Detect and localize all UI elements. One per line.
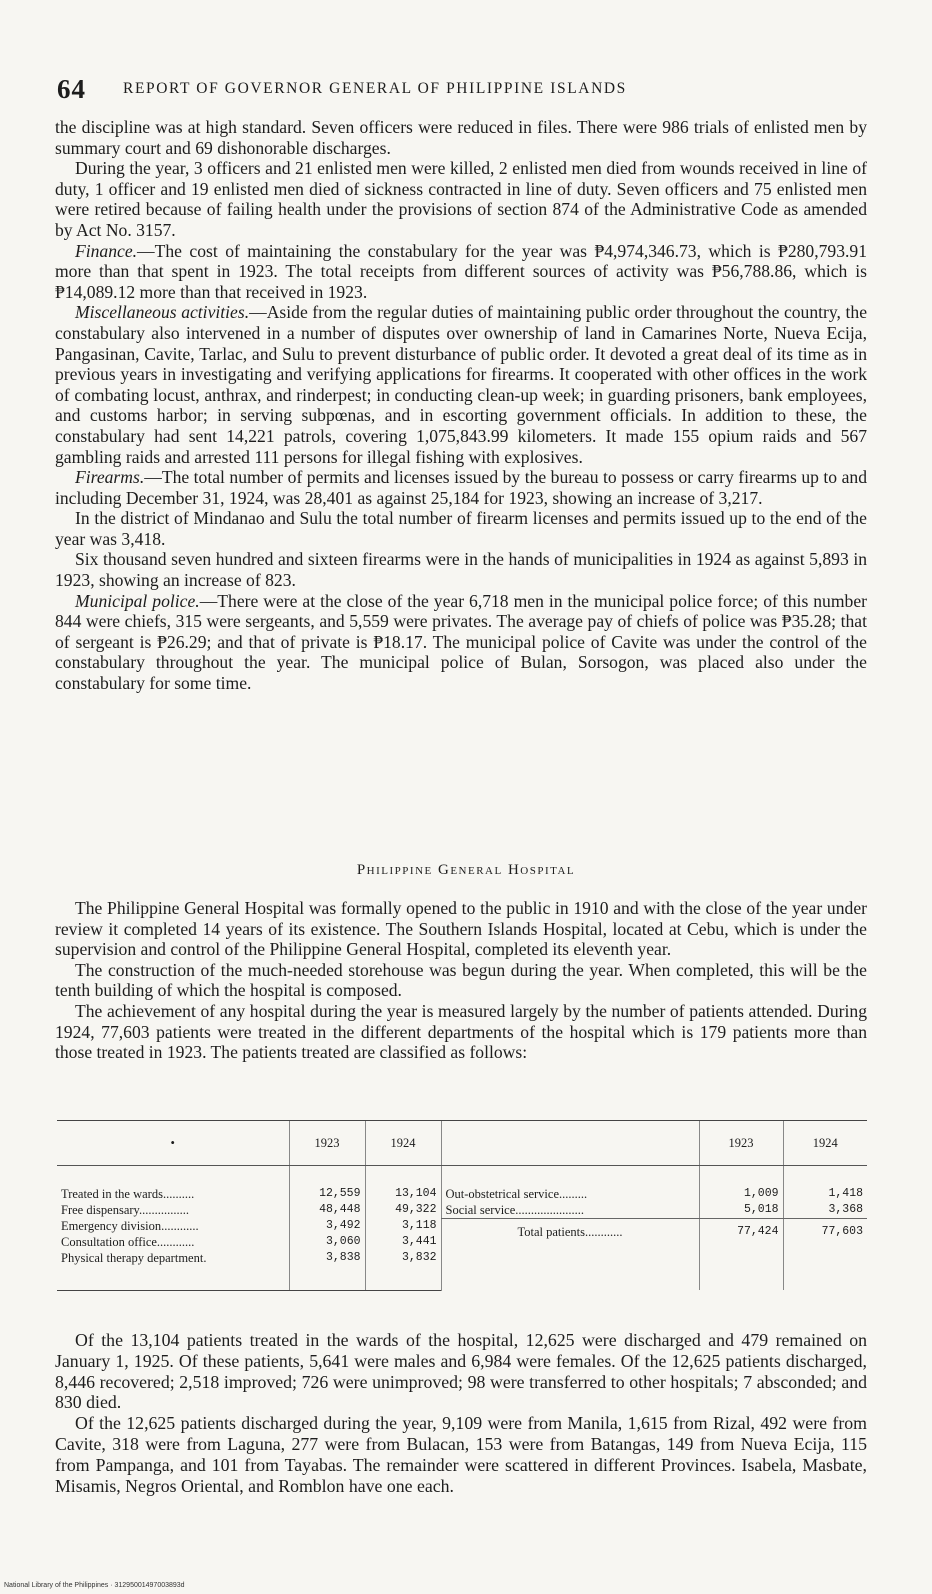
paragraph-casualties: During the year, 3 officers and 21 enlisted men were killed, 2 enlisted men died from wounds received in line of duty, 1 officer and 19 enlisted men died of sickness contracted in line of duty. Seven officers and 75 enlisted men were retired because of failing health under the provisions of section 874 of the Administrative Code as amended by Act No. 3157. <box>55 158 867 240</box>
discharge-section <box>55 1330 867 1496</box>
paragraph-firearms <box>55 467 867 508</box>
paragraph-misc <box>55 302 867 467</box>
misc-text: —Aside from the regular duties of maintaining public order throughout the country, the constabulary also intervened in a number of disputes over ownership of land in Camarines Norte, Nueva Ecija, Pangasinan, Cavite, Tarlac, and Sulu to prevent disturbance of public order. It devoted a great deal of its time as in previous years in investigating and verifying applications for firearms. It cooperated with other offices in the work of combating locust, anthrax, and rinderpest; in conducting clean-up week; in guarding prisoners, bank employees, and customs harbor; in serving subpœnas, and in escorting government officials. In addition to these, the constabulary had sent 14,221 patrols, covering 1,075,843.99 kilometers. It made 155 opium raids and 567 gambling raids and arrested 111 persons for illegal fishing with explosives. <box>55 302 868 467</box>
page-number: 64 <box>57 74 86 104</box>
constabulary-section <box>55 117 867 694</box>
paragraph-discipline: the discipline was at high standard. Seven officers were reduced in files. There were 986 trials of enlisted men by summary court and 69 dishonorable discharges. <box>55 117 867 158</box>
paragraph-hospital-opened: The Philippine General Hospital was formally opened to the public in 1910 and with the close of the year under review it completed 14 years of its existence. The Southern Islands Hospital, located at Cebu, which is under the supervision and control of the Philippine General Hospital, completed its eleventh year. <box>55 898 867 960</box>
paragraph-storehouse: The construction of the much-needed storehouse was begun during the year. When completed, this will be the tenth building of which the hospital is composed. <box>55 959 867 1001</box>
col-header-1923-left: 1923 <box>289 1121 365 1166</box>
library-footer: National Library of the Philippines · 31295001497003893d <box>4 1582 185 1589</box>
total-1924: 77,603 <box>783 1218 867 1290</box>
running-head: REPORT OF GOVERNOR GENERAL OF PHILIPPINE ISLANDS <box>123 80 627 97</box>
paragraph-firearms-municipal: Six thousand seven hundred and sixteen firearms were in the hands of municipalities in 1924 as against 5,893 in 1923, showing an increase of 823. <box>55 549 867 591</box>
table-row: Treated in the wards.......... 12,559 13,104 Out-obstetrical service......... 1,009 1,418 <box>57 1186 867 1202</box>
table-row: Physical therapy department. 3,838 3,832 <box>57 1250 867 1290</box>
finance-text: —The cost of maintaining the constabulary for the year was ₱4,974,346.73, which is ₱280,793.91 more than that spent in 1923. The total receipts from different sources of activity was ₱56,788.86, which is ₱14,089.12 more than that received in 1923. <box>55 240 867 302</box>
table-row: Consultation office............ 3,060 3,441 <box>57 1234 867 1250</box>
page-header <box>57 74 857 108</box>
table-header-row <box>57 1121 867 1166</box>
firearms-text: —The total number of permits and licenses issued by the bureau to possess or carry firearms up to and including December 31, 1924, was 28,401 as against 25,184 for 1923, showing an increase of 3,217. <box>55 467 867 508</box>
col-header-1923-right: 1923 <box>699 1121 783 1166</box>
misc-label: Miscellaneous activities. <box>75 302 250 323</box>
col-header-blank <box>441 1121 699 1166</box>
firearms-label: Firearms. <box>75 467 145 488</box>
police-text: —There were at the close of the year 6,718 men in the municipal police force; of this number 844 were chiefs, 315 were sergeants, and 5,559 were privates. The average pay of chiefs of police was ₱35.28; that of sergeant is ₱26.29; and that of private is ₱18.17. The municipal police of Cavite was under the control of the constabulary throughout the year. The municipal police of Bulan, Sorsogon, was placed also under the constabulary for some time. <box>55 590 868 694</box>
col-header-1924-left: 1924 <box>365 1121 441 1166</box>
police-label: Municipal police. <box>75 590 200 611</box>
finance-label: Finance. <box>75 240 138 261</box>
table-row: Free dispensary................ 48,448 49,322 Social service...................... 5,018 3,368 <box>57 1202 867 1219</box>
col-header-1924-right: 1924 <box>783 1121 867 1166</box>
paragraph-patients: The achievement of any hospital during the year is measured largely by the number of patients attended. During 1924, 77,603 patients were treated in the different departments of the hospital which is 179 patients more than those treated in 1923. The patients treated are classified as follows: <box>55 1000 867 1063</box>
paragraph-police <box>55 591 867 694</box>
paragraph-discharges: Of the 13,104 patients treated in the wards of the hospital, 12,625 were discharged and 479 remained on January 1, 1925. Of these patients, 5,641 were males and 6,984 were females. Of the 12,625 patients discharged, 8,446 recovered; 2,518 improved; 726 were unimproved; 98 were transferred to other hospitals; 7 absconded; and 830 died. <box>55 1330 867 1413</box>
total-1923: 77,424 <box>699 1218 783 1290</box>
table-row: Emergency division............ 3,492 3,118 Total patients............ 77,424 77,603 <box>57 1218 867 1234</box>
patients-table <box>57 1120 867 1291</box>
paragraph-firearms-mindanao: In the district of Mindanao and Sulu the total number of firearm licenses and permits issued up to the end of the year was 3,418. <box>55 508 867 549</box>
patients-table-wrap <box>57 1120 867 1291</box>
table-corner-mark: • <box>57 1121 289 1166</box>
paragraph-provinces: Of the 12,625 patients discharged during the year, 9,109 were from Manila, 1,615 from Rizal, 492 were from Cavite, 318 were from Laguna, 277 were from Bulacan, 153 were from Batangas, 149 from Nueva Ecija, 115 from Pampanga, and 101 from Tayabas. The remainder were scattered in different Provinces. Isabela, Masbate, Misamis, Negros Oriental, and Romblon have one each. <box>55 1413 867 1496</box>
section-title-hospital: Philippine General Hospital <box>356 862 576 878</box>
paragraph-finance <box>55 241 867 303</box>
total-label: Total patients............ <box>441 1218 699 1290</box>
table-spacer-row <box>57 1166 867 1186</box>
hospital-section <box>55 898 867 1063</box>
